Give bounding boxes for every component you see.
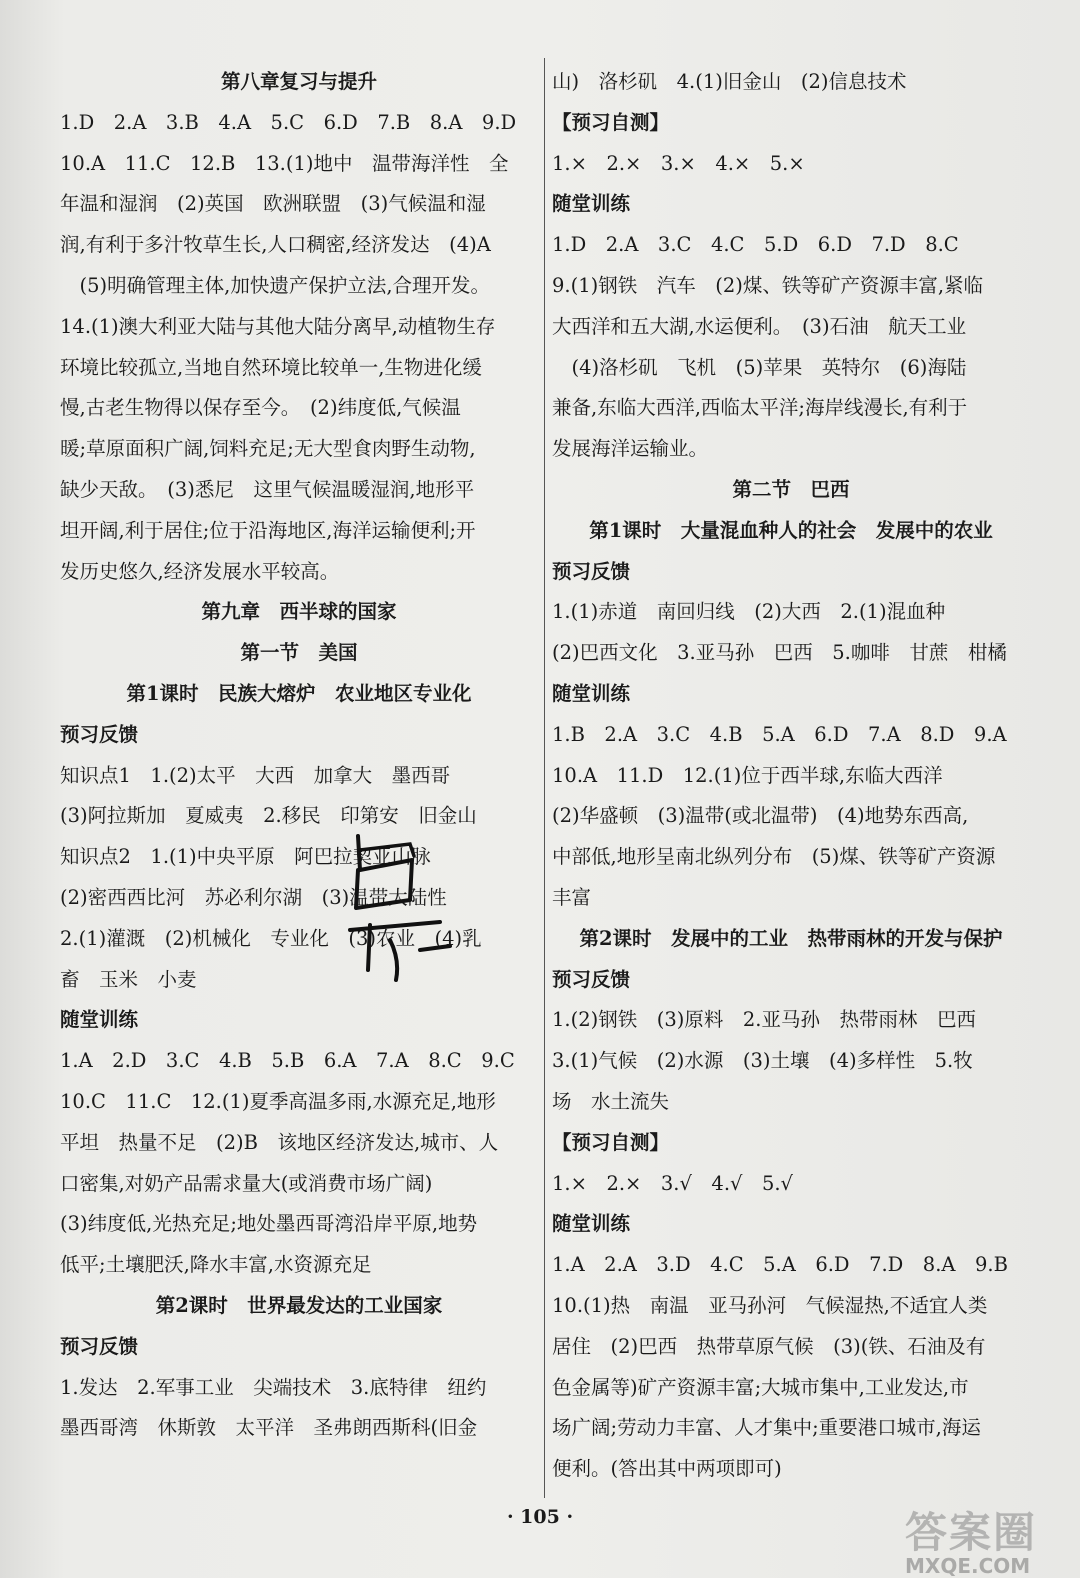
left-heading-line: 第一节 美国 [240,641,358,665]
right-section-line: 【预习自测】 [552,110,670,134]
right-text-line: 1.× 2.× 3.√ 4.√ 5.√ [552,1171,793,1195]
right-text-line: 1.(1)赤道 南回归线 (2)大西 2.(1)混血种 [552,600,946,624]
left-heading-line: 第八章复习与提升 [220,70,377,93]
left-section-line: 预习反馈 [60,1334,139,1358]
left-text-line: 知识点1 1.(2)太平 大西 加拿大 墨西哥 [60,763,451,787]
right-heading-line: 第1课时 大量混血种人的社会 发展中的农业 [589,518,993,542]
right-text-line: 场广阔;劳动力丰富、人才集中;重要港口城市,海运 [552,1416,981,1440]
left-text-line: 口密集,对奶产品需求量大(或消费市场广阔) [60,1171,433,1195]
right-section-line: 【预习自测】 [552,1130,670,1154]
right-section-line: 随堂训练 [552,192,631,216]
right-text-line: (2)华盛顿 (3)温带(或北温带) (4)地势东西高, [552,804,969,828]
watermark-logo [905,1500,1075,1576]
left-text-line: 1.A 2.D 3.C 4.B 5.B 6.A 7.A 8.C 9.C [60,1049,515,1073]
page-number: · 105 · [506,1506,574,1528]
right-text-line: 便利。(答出其中两项即可) [552,1457,782,1481]
left-text-line: 10.C 11.C 12.(1)夏季高温多雨,水源充足,地形 [60,1089,496,1113]
handwritten-scribble [330,830,480,990]
left-heading-line: 第九章 西半球的国家 [201,600,397,624]
left-text-line: 知识点2 1.(1)中央平原 阿巴拉契亚山脉 [60,845,431,869]
left-section-line: 预习反馈 [60,722,139,746]
left-text-line: 慢,古老生物得以保存至今。 (2)纬度低,气候温 [60,396,461,420]
left-text-line: (2)密西西比河 苏必利尔湖 (3)温带大陆性 [60,885,447,909]
left-text-line: 墨西哥湾 休斯敦 太平洋 圣弗朗西斯科(旧金 [60,1416,478,1440]
left-text-line: 润,有利于多汁牧草生长,人口稠密,经济发达 (4)A [60,233,491,257]
left-text-line: 低平;土壤肥沃,降水丰富,水资源充足 [60,1253,372,1277]
right-text-line: (2)巴西文化 3.亚马孙 巴西 5.咖啡 甘蔗 柑橘 [552,641,1007,665]
right-text-line: 10.(1)热 南温 亚马孙河 气候湿热,不适宜人类 [552,1293,988,1317]
watermark-url: MXQE.COM [905,1554,1031,1578]
right-text-line: (4)洛杉矶 飞机 (5)苹果 英特尔 (6)海陆 [552,355,967,379]
right-section-line: 预习反馈 [552,967,631,991]
left-heading-line: 第2课时 世界最发达的工业国家 [155,1293,443,1317]
right-text-line: 1.(2)钢铁 (3)原料 2.亚马孙 热带雨林 巴西 [552,1008,976,1032]
left-text-line: 1.D 2.A 3.B 4.A 5.C 6.D 7.B 8.A 9.D [60,110,517,134]
left-column [60,62,538,1449]
left-text-line: 10.A 11.C 12.B 13.(1)地中 温带海洋性 全 [60,151,509,175]
right-text-line: 1.A 2.A 3.D 4.C 5.A 6.D 7.D 8.A 9.B [552,1253,1008,1277]
column-divider [544,58,545,1498]
right-column [552,62,1030,1490]
left-text-line: 坦开阔,利于居住;位于沿海地区,海洋运输便利;开 [60,518,476,542]
left-heading-line: 第1课时 民族大熔炉 农业地区专业化 [126,681,472,705]
right-text-line: 山) 洛杉矶 4.(1)旧金山 (2)信息技术 [552,70,907,93]
right-section-line: 随堂训练 [552,1212,631,1236]
left-text-line: 环境比较孤立,当地自然环境比较单一,生物进化缓 [60,355,482,379]
right-text-line: 色金属等)矿产资源丰富;大城市集中,工业发达,市 [552,1375,969,1399]
right-section-line: 随堂训练 [552,681,631,705]
right-text-line: 大西洋和五大湖,水运便利。 (3)石油 航天工业 [552,314,967,338]
right-text-line: 9.(1)钢铁 汽车 (2)煤、铁等矿产资源丰富,紧临 [552,273,984,297]
left-text-line: 年温和湿润 (2)英国 欧洲联盟 (3)气候温和湿 [60,192,486,216]
left-text-line: 缺少天敌。 (3)悉尼 这里气候温暖湿润,地形平 [60,477,475,501]
left-text-line: (3)阿拉斯加 夏威夷 2.移民 印第安 旧金山 [60,804,477,828]
left-text-line: 2.(1)灌溉 (2)机械化 专业化 (3)农业 (4)乳 [60,926,482,950]
right-text-line: 丰富 [552,885,592,909]
right-text-line: 发展海洋运输业。 [552,437,709,461]
left-text-line: 平坦 热量不足 (2)B 该地区经济发达,城市、人 [60,1130,499,1154]
right-text-line: 1.D 2.A 3.C 4.C 5.D 6.D 7.D 8.C [552,233,959,257]
right-section-line: 预习反馈 [552,559,631,583]
right-heading-line: 第二节 巴西 [732,477,850,501]
left-text-line: 畜 玉米 小麦 [60,967,197,991]
left-text-line: (3)纬度低,光热充足;地处墨西哥湾沿岸平原,地势 [60,1212,478,1236]
left-text-line: 暖;草原面积广阔,饲料充足;无大型食肉野生动物, [60,437,476,461]
left-text-line: 发历史悠久,经济发展水平较高。 [60,559,340,583]
left-section-line: 随堂训练 [60,1008,139,1032]
right-text-line: 1.× 2.× 3.× 4.× 5.× [552,151,805,175]
right-text-line: 场 水土流失 [552,1089,670,1113]
right-heading-line: 第2课时 发展中的工业 热带雨林的开发与保护 [579,926,1003,950]
left-text-line: (5)明确管理主体,加快遗产保护立法,合理开发。 [60,273,491,297]
right-text-line: 1.B 2.A 3.C 4.B 5.A 6.D 7.A 8.D 9.A [552,722,1007,746]
left-text-line: 1.发达 2.军事工业 尖端技术 3.底特律 纽约 [60,1375,487,1399]
right-text-line: 居住 (2)巴西 热带草原气候 (3)(铁、石油及有 [552,1334,986,1358]
right-text-line: 10.A 11.D 12.(1)位于西半球,东临大西洋 [552,763,943,787]
watermark-logo-text: 答案圈 [905,1508,1038,1557]
right-text-line: 兼备,东临大西洋,西临太平洋;海岸线漫长,有利于 [552,396,968,420]
right-text-line: 中部低,地形呈南北纵列分布 (5)煤、铁等矿产资源 [552,845,996,869]
left-text-line: 14.(1)澳大利亚大陆与其他大陆分离早,动植物生存 [60,314,496,338]
right-text-line: 3.(1)气候 (2)水源 (3)土壤 (4)多样性 5.牧 [552,1049,973,1073]
